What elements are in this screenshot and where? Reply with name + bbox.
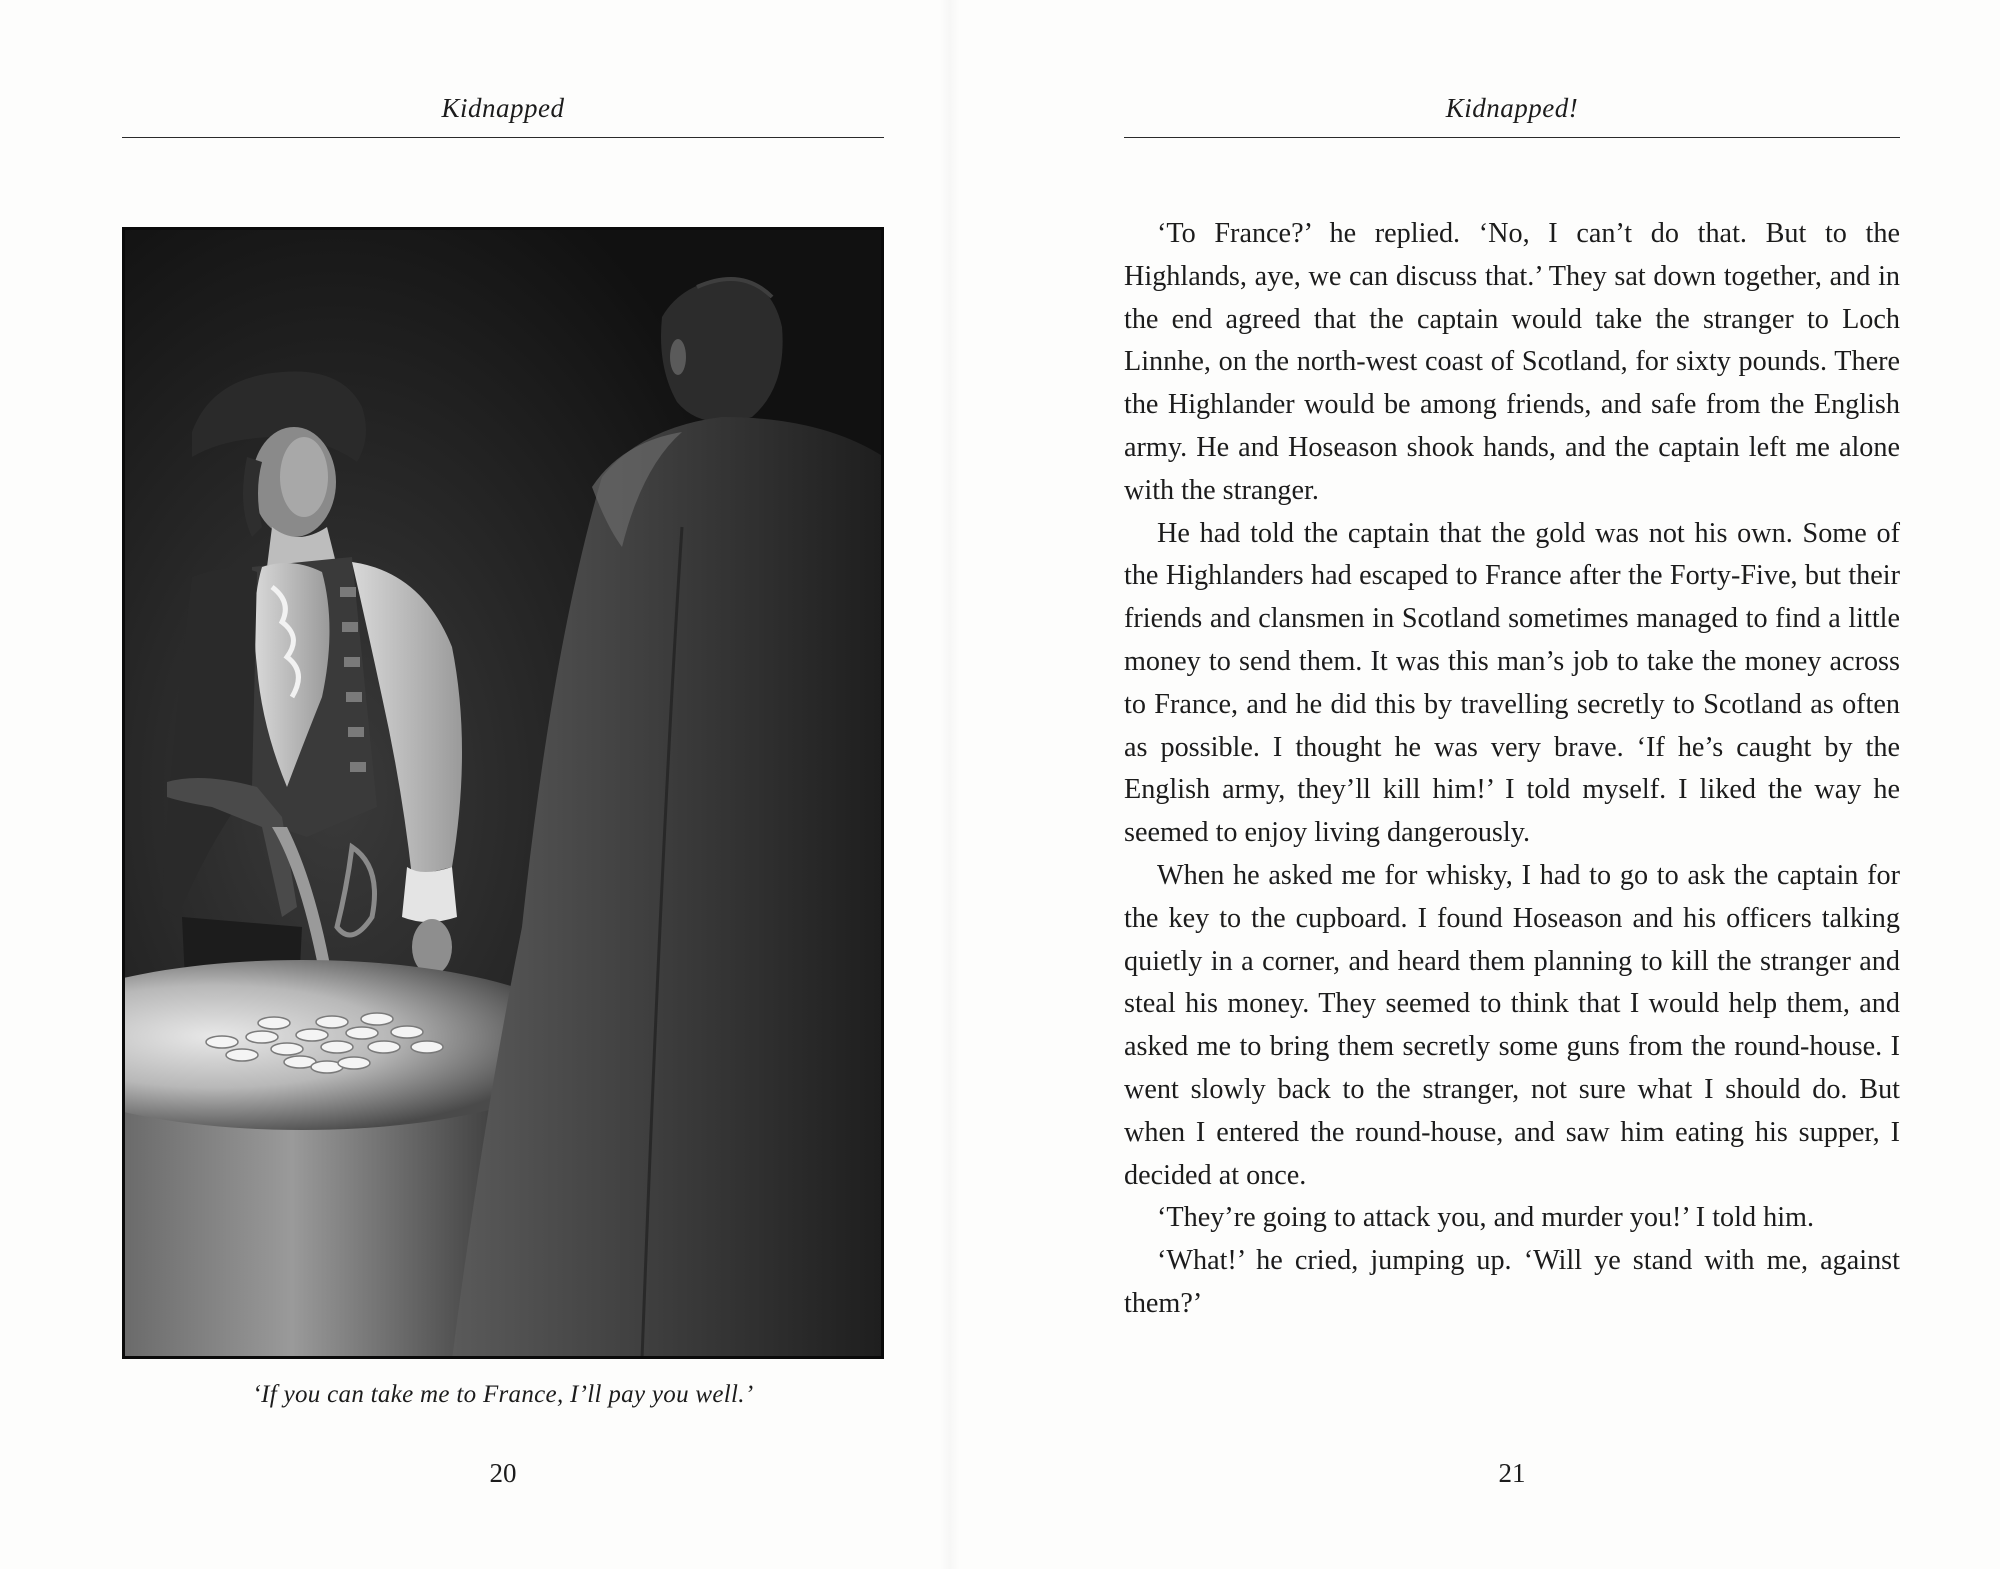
running-head-right: Kidnapped!	[1445, 93, 1579, 123]
paragraph: When he asked me for whisky, I had to go to ask the captain for the key to the cupboard. I found Hoseason and his officers talking quietly in a corner, and heard them planning to kill the stranger and steal his money. They seemed to think that I would help them, and asked me to bring them secretly some guns from the round-house. I went slowly back to the stranger, not sure what I should do. But when I entered the round-house, and saw him eating his supper, I decided at once.	[1124, 859, 1900, 1191]
page-number-right: 21	[1498, 1458, 1526, 1488]
head-rule-left	[122, 137, 884, 138]
paragraph: ‘They’re going to attack you, and murder you!’ I told him.	[1157, 1202, 1814, 1234]
illustration	[122, 227, 884, 1359]
left-page	[0, 0, 950, 1569]
illustration-caption: ‘If you can take me to France, I’ll pay you well.’	[252, 1381, 754, 1408]
page-number-left: 20	[489, 1458, 517, 1488]
head-rule-right	[1124, 137, 1900, 138]
illustration-artwork	[122, 227, 884, 1359]
body-text	[1124, 213, 1900, 1326]
paragraph: He had told the captain that the gold was not his own. Some of the Highlanders had escaped to France after the Forty-Five, but their friends and clansmen in Scotland sometimes managed to find a little money to send them. It was this man’s job to take the money across to France, and he did this by travelling secretly to Scotland as often as possible. I thought he was very brave. ‘If he’s caught by the English army, they’ll kill him!’ I told myself. I liked the way he seemed to enjoy living dangerously.	[1124, 517, 1900, 849]
right-page	[950, 0, 2000, 1569]
running-head-left: Kidnapped	[441, 93, 565, 123]
paragraph: ‘To France?’ he replied. ‘No, I can’t do that. But to the Highlands, aye, we can discuss that.’ They sat down together, and in the end agreed that the captain would take the stranger to Loch Linnhe, on the north-west coast of Scotland, for sixty pounds. There the Highlander would be among friends, and safe from the English army. He and Hoseason shook hands, and the captain left me alone with the stranger.	[1124, 218, 1900, 506]
paragraph: ‘What!’ he cried, jumping up. ‘Will ye stand with me, against them?’	[1124, 1245, 1900, 1319]
